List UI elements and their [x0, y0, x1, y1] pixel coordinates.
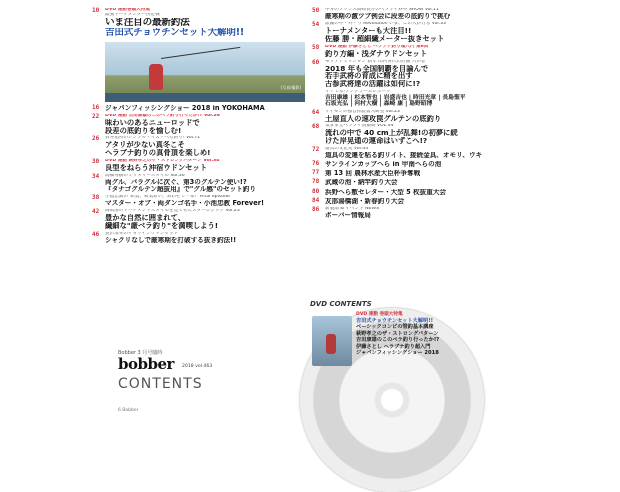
photo-caption: (写真/撮影): [280, 84, 301, 90]
page-number: 50: [312, 7, 320, 14]
lead-sub: 最強トーナメンター決定戦: [105, 12, 160, 17]
article-entry[interactable]: [312, 90, 530, 107]
issue-number: 2018 vol.463: [182, 364, 213, 369]
page-number: 80: [312, 187, 320, 195]
lead-headline-2: 吉田式チョウチンセット大解明!!: [105, 28, 245, 39]
article-headline: 武蔵の池・納竿釣り大会: [325, 179, 398, 187]
article-entry[interactable]: [92, 159, 305, 172]
page-number: 38: [92, 194, 100, 202]
article-headline: 流れの中で 40 cm上が乱舞!の初夢に続: [325, 129, 458, 138]
photo-angler: [149, 64, 163, 90]
article-entry[interactable]: [312, 45, 530, 58]
dvd-photo: [312, 316, 352, 366]
page-number: 77: [312, 169, 320, 177]
page-number: 84: [312, 196, 320, 204]
dvd-contents-list: [356, 312, 496, 357]
lead-article[interactable]: [92, 8, 305, 39]
lead-headline-1: いま注目の最新釣法: [105, 17, 190, 28]
page-number: 30: [92, 158, 100, 166]
article-headline: サンラインカップへら in 甲南へらの池: [325, 161, 442, 169]
article-entry[interactable]: [312, 110, 530, 123]
dvd-item: 吉田康雄のこのペラ釣り行ったか!?: [356, 337, 440, 344]
article-entry[interactable]: [312, 189, 530, 196]
article-kicker: 気まま全ヘラブナ情報局 VOL.44: [325, 124, 394, 129]
article-headline-2: 佐藤 勝・超細繊メーター抜きセット: [325, 34, 445, 43]
article-headline: アタリが少ない真冬こそ: [105, 141, 185, 150]
article-headline-2: 繊細な"厳ベラ釣り"を満喫しよう!: [105, 222, 219, 230]
article-entry[interactable]: [92, 105, 305, 112]
article-kicker: 中井のプリンス高崎長介のヘラブナ界中 SHOW Vol.11: [325, 8, 439, 12]
article-entry[interactable]: [92, 114, 305, 135]
page-number: 78: [312, 178, 320, 186]
article-entry[interactable]: [312, 170, 530, 177]
article-headline: 道具の変遷を粘る釣リイト、接続金具、オモリ、ウキ: [325, 152, 483, 160]
dvd-item: ジャパンフィッシングショー 2018: [356, 350, 439, 357]
article-headline-2: 若手武将の育成に精を出す: [325, 72, 413, 81]
article-headline: 釣り方編・浅ダナウドンセット: [325, 49, 428, 58]
page-number: 58: [312, 43, 320, 51]
dvd-item: ベーシックコンビの管釣基本講座: [356, 324, 434, 331]
page-number: 76: [312, 160, 320, 168]
article-headline: 浜野へら敷セレター・大型 5 枚抜重大会: [325, 188, 447, 196]
article-entry[interactable]: [92, 195, 305, 207]
photo-rod: [161, 46, 240, 58]
article-kicker: 岡田清のトーナメントスタイルを見てもんスターロジック Vol.23: [105, 209, 240, 214]
article-entry[interactable]: [92, 174, 305, 193]
left-column: [92, 8, 305, 246]
page-number: 60: [312, 58, 320, 66]
article-kicker: モリアゲミッション 新年 山村喜代の計画 六の巻: [325, 59, 426, 64]
article-entry[interactable]: [312, 8, 530, 20]
article-headline: 土屋直人の速攻罠グルテンの底釣り: [325, 114, 442, 123]
page-number: 64: [312, 108, 320, 116]
page-number: 42: [92, 208, 100, 216]
page-number: 26: [92, 135, 100, 143]
article-entry[interactable]: [312, 147, 530, 159]
dvd-photo-angler: [326, 334, 336, 354]
article-headline: シャクリなしで厳寒期を打破する抜き釣法!!: [105, 236, 237, 244]
article-headline: 両グル、バラグルに次ぐ、第3のグルテン使い!?: [105, 178, 247, 186]
article-entry[interactable]: [312, 124, 530, 145]
contributor-names-2: 石坂光弘 | 河村大樹 | 森崎 康 | 島野昭博: [325, 101, 433, 108]
article-headline-2: 段差の底釣りを愉しむ!: [105, 126, 182, 135]
page-number: 34: [92, 172, 100, 180]
article-entry[interactable]: [312, 161, 530, 168]
article-headline-2: けた岸晃通の運命はいずこへ!?: [325, 137, 428, 146]
article-headline: 友部湯橋湖・新春釣り大会: [325, 197, 405, 205]
article-kicker: 派閥の中・外・う Revolution いま、この人が行る Vol.33: [325, 22, 446, 27]
page-number: 72: [312, 146, 320, 154]
article-headline: 2018 年も全国制覇を目論んで: [325, 64, 429, 73]
article-headline-3: 古参武将達の活躍は如何に!?: [325, 80, 421, 89]
article-headline: 良型をねらう沖宿ウドンセット: [105, 164, 208, 172]
article-entry[interactable]: [312, 60, 530, 89]
page-number: 68: [312, 123, 320, 131]
article-headline: ボーバー情報局: [325, 211, 371, 219]
article-kicker: 小池忠教の"和気、和気あい、あわせて一本!" Final episode: [105, 195, 230, 200]
article-kicker: 高橋秀樹のミリタリースタイル Vol.36: [105, 173, 185, 178]
magazine-label: Bobber 3 月号臨時: [118, 350, 163, 356]
article-entry[interactable]: [312, 22, 530, 43]
page-number: 10: [92, 7, 100, 14]
article-headline: 第 13 回 農林水産大臣杯争奪戦: [325, 170, 421, 178]
right-article-list: [312, 8, 530, 219]
dvd-item: DVD 連動 巻頭大特集: [356, 312, 403, 317]
lead-tag: DVD 連動巻頭大特集: [105, 8, 150, 12]
article-entry[interactable]: [312, 198, 530, 205]
article-headline: マスター・オブ・両ダンゴ名手・小池忠教 Forever!: [105, 200, 264, 208]
article-kicker: 新製品 & イベント NEWS: [325, 206, 379, 211]
article-headline-2: ヘラブナ釣りの真骨頂を楽しめ!: [105, 149, 211, 158]
page-number: 16: [92, 103, 100, 111]
article-entry[interactable]: [312, 207, 530, 219]
page-folio: 6 Bobber: [118, 408, 139, 413]
article-kicker: 長沢清幸のチョウチンウドンセット: [105, 231, 179, 236]
page-number: 54: [312, 21, 320, 29]
article-headline: 味わいのあるニューロッドで: [105, 118, 200, 127]
article-headline: ジャパンフィッシングショー 2018 in YOKOHAMA: [105, 104, 265, 112]
page-number: 86: [312, 205, 320, 213]
article-kicker: イケてる!アングラーズレポート: [325, 90, 391, 95]
article-headline: 豊かな自然に囲まれて、: [105, 214, 186, 223]
article-entry[interactable]: [92, 232, 305, 244]
contents-heading: CONTENTS: [118, 376, 203, 392]
dvd-contents-title: DVD CONTENTS: [310, 300, 372, 308]
magazine-logo: bobber: [118, 355, 174, 373]
photo-dock: [105, 93, 305, 102]
dvd-item: 伊藤さとし ヘラブナ釣り超入門: [356, 343, 431, 350]
article-headline: トーナメンターも大注目!!: [325, 27, 412, 35]
dvd-item: 吉田式チョウチンセット大解明!!: [356, 317, 433, 324]
article-kicker: DVD 連動 萩野孝之のザ・ストロングパターン Vol.34: [105, 159, 220, 164]
article-entry[interactable]: [312, 179, 530, 186]
article-kicker: DVD 連動 吉田康雄のこのペラ釣り行ったか!? Vol.26: [105, 113, 221, 118]
article-kicker: 道具の文化史 vol.44: [325, 147, 369, 152]
dvd-item: 萩野孝之のザ・ストロングパターン: [356, 330, 439, 337]
article-kicker: サイモンの独自拝読書入研室 vol.23: [325, 109, 400, 114]
right-column: [312, 8, 530, 221]
contributor-names: 吉田康雄 | 杉本智也 | 岩盛吉也 | 時田光章 | 長島聖平: [325, 95, 466, 102]
lead-photo: [105, 42, 305, 102]
left-article-list: [92, 105, 305, 244]
article-entry[interactable]: [92, 209, 305, 230]
article-headline: 厳寒期の激ツブ例会に段差の底釣りで挑む: [325, 12, 451, 20]
article-kicker: 石井旭舟のシンプル・イズ・へら釣り! Vol.71: [105, 136, 201, 141]
page-number: 22: [92, 112, 100, 120]
article-headline-2: 『タナゴグルテン超抜用』で"グル感"のセット釣り: [105, 186, 256, 194]
article-kicker: DVD 連動 伊藤さとし ヘラブナ釣り超入門 第6回: [325, 44, 429, 49]
page-number: 46: [92, 230, 100, 238]
article-entry[interactable]: [92, 136, 305, 157]
